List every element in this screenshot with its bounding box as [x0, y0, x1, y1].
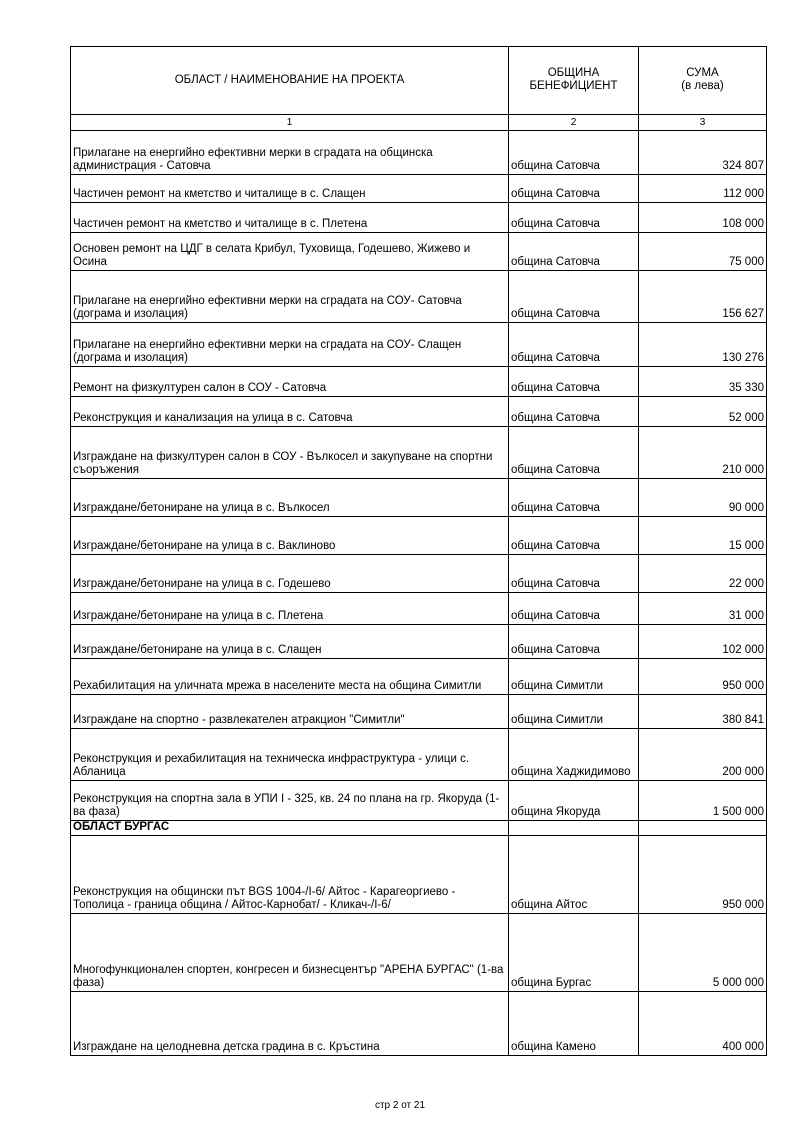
project-cell: Изграждане на спортно - развлекателен атракцион "Симитли": [71, 695, 509, 729]
amount-cell: 52 000: [639, 397, 767, 427]
project-cell: Изграждане/бетониране на улица в с. Вълкосел: [71, 479, 509, 517]
header-amount-line2: (в лева): [681, 80, 724, 92]
amount-cell: 31 000: [639, 593, 767, 625]
header-row: [71, 47, 767, 115]
amount-cell: 380 841: [639, 695, 767, 729]
project-cell: Изграждане/бетониране на улица в с. Ваклиново: [71, 517, 509, 555]
municipality-cell: община Якоруда: [509, 781, 639, 821]
project-cell: Основен ремонт на ЦДГ в селата Крибул, Туховища, Годешево, Жижево и Осина: [71, 233, 509, 271]
municipality-cell: община Симитли: [509, 659, 639, 695]
page-number: стр 2 от 21: [374, 1100, 426, 1111]
header-municipality-line2: БЕНЕФИЦИЕНТ: [529, 80, 618, 92]
amount-cell: 15 000: [639, 517, 767, 555]
header-municipality-line1: ОБЩИНА: [547, 67, 600, 79]
project-cell: Рехабилитация на уличната мрежа в населените места на община Симитли: [71, 659, 509, 695]
table-row: [71, 479, 767, 517]
municipality-cell: община Сатовча: [509, 479, 639, 517]
amount-cell: 950 000: [639, 659, 767, 695]
header-amount-line1: СУМА: [686, 67, 719, 79]
header-municipality: [509, 47, 639, 115]
municipality-cell: община Хаджидимово: [509, 729, 639, 781]
header-project: ОБЛАСТ / НАИМЕНОВАНИЕ НА ПРОЕКТА: [71, 47, 509, 115]
amount-cell: 156 627: [639, 271, 767, 323]
amount-cell: 950 000: [639, 836, 767, 914]
amount-cell: 324 807: [639, 131, 767, 175]
table-row: [71, 397, 767, 427]
table-row: [71, 781, 767, 821]
project-cell: Реконструкция на общински път BGS 1004-/I-6/ Айтос - Карагеоргиево - Тополица - граница община / Айтос-Карнобат/ - Кликач-/I-6/: [71, 836, 509, 914]
amount-cell: 35 330: [639, 367, 767, 397]
project-cell: Изграждане на целодневна детска градина в с. Кръстина: [71, 992, 509, 1056]
table-row: [71, 836, 767, 914]
table-row: [71, 323, 767, 367]
table-row: [71, 271, 767, 323]
section-row-burgas: [71, 821, 767, 836]
municipality-cell: община Сатовча: [509, 397, 639, 427]
projects-table: [70, 46, 767, 1056]
table-row: [71, 367, 767, 397]
municipality-cell: община Сатовча: [509, 203, 639, 233]
section-empty-cell: [509, 821, 639, 836]
table-row: [71, 555, 767, 593]
municipality-cell: община Камено: [509, 992, 639, 1056]
table-row: [71, 427, 767, 479]
table-row: [71, 593, 767, 625]
municipality-cell: община Бургас: [509, 914, 639, 992]
column-number-1: 1: [71, 115, 509, 131]
project-cell: Реконструкция и канализация на улица в с. Сатовча: [71, 397, 509, 427]
table-row: [71, 914, 767, 992]
table-row: [71, 729, 767, 781]
amount-cell: 200 000: [639, 729, 767, 781]
column-number-row: [71, 115, 767, 131]
table-row: [71, 131, 767, 175]
amount-cell: 22 000: [639, 555, 767, 593]
project-cell: Прилагане на енергийно ефективни мерки на сградата на СОУ- Слащен (дограма и изолация): [71, 323, 509, 367]
table-row: [71, 203, 767, 233]
table-row: [71, 659, 767, 695]
municipality-cell: община Сатовча: [509, 555, 639, 593]
section-empty-cell: [639, 821, 767, 836]
amount-cell: 102 000: [639, 625, 767, 659]
municipality-cell: община Сатовча: [509, 367, 639, 397]
amount-cell: 210 000: [639, 427, 767, 479]
municipality-cell: община Сатовча: [509, 131, 639, 175]
table-row: [71, 517, 767, 555]
municipality-cell: община Симитли: [509, 695, 639, 729]
municipality-cell: община Сатовча: [509, 593, 639, 625]
project-cell: Изграждане/бетониране на улица в с. Слащен: [71, 625, 509, 659]
column-number-3: 3: [639, 115, 767, 131]
table-row: [71, 175, 767, 203]
project-cell: Многофункционален спортен, конгресен и бизнесцентър "АРЕНА БУРГАС" (1-ва фаза): [71, 914, 509, 992]
project-cell: Прилагане на енергийно ефективни мерки на сградата на СОУ- Сатовча (дограма и изолация): [71, 271, 509, 323]
table-row: [71, 992, 767, 1056]
project-cell: Частичен ремонт на кметство и читалище в с. Слащен: [71, 175, 509, 203]
amount-cell: 90 000: [639, 479, 767, 517]
project-cell: Реконструкция на спортна зала в УПИ I - 325, кв. 24 по плана на гр. Якоруда (1-ва фаза): [71, 781, 509, 821]
section-title: ОБЛАСТ БУРГАС: [71, 821, 509, 836]
table-row: [71, 233, 767, 271]
amount-cell: 108 000: [639, 203, 767, 233]
municipality-cell: община Сатовча: [509, 323, 639, 367]
project-cell: Реконструкция и рехабилитация на техническа инфраструктура - улици с. Абланица: [71, 729, 509, 781]
municipality-cell: община Сатовча: [509, 517, 639, 555]
municipality-cell: община Сатовча: [509, 427, 639, 479]
project-cell: Изграждане/бетониране на улица в с. Годешево: [71, 555, 509, 593]
municipality-cell: община Сатовча: [509, 233, 639, 271]
municipality-cell: община Айтос: [509, 836, 639, 914]
column-number-2: 2: [509, 115, 639, 131]
amount-cell: 112 000: [639, 175, 767, 203]
header-amount: [639, 47, 767, 115]
project-cell: Частичен ремонт на кметство и читалище в с. Плетена: [71, 203, 509, 233]
amount-cell: 75 000: [639, 233, 767, 271]
amount-cell: 1 500 000: [639, 781, 767, 821]
amount-cell: 400 000: [639, 992, 767, 1056]
municipality-cell: община Сатовча: [509, 271, 639, 323]
amount-cell: 5 000 000: [639, 914, 767, 992]
table-row: [71, 695, 767, 729]
amount-cell: 130 276: [639, 323, 767, 367]
project-cell: Прилагане на енергийно ефективни мерки в сградата на общинска администрация - Сатовча: [71, 131, 509, 175]
municipality-cell: община Сатовча: [509, 625, 639, 659]
project-cell: Изграждане/бетониране на улица в с. Плетена: [71, 593, 509, 625]
project-cell: Изграждане на физкултурен салон в СОУ - Вълкосел и закупуване на спортни съоръжения: [71, 427, 509, 479]
municipality-cell: община Сатовча: [509, 175, 639, 203]
table-row: [71, 625, 767, 659]
project-cell: Ремонт на физкултурен салон в СОУ - Сатовча: [71, 367, 509, 397]
